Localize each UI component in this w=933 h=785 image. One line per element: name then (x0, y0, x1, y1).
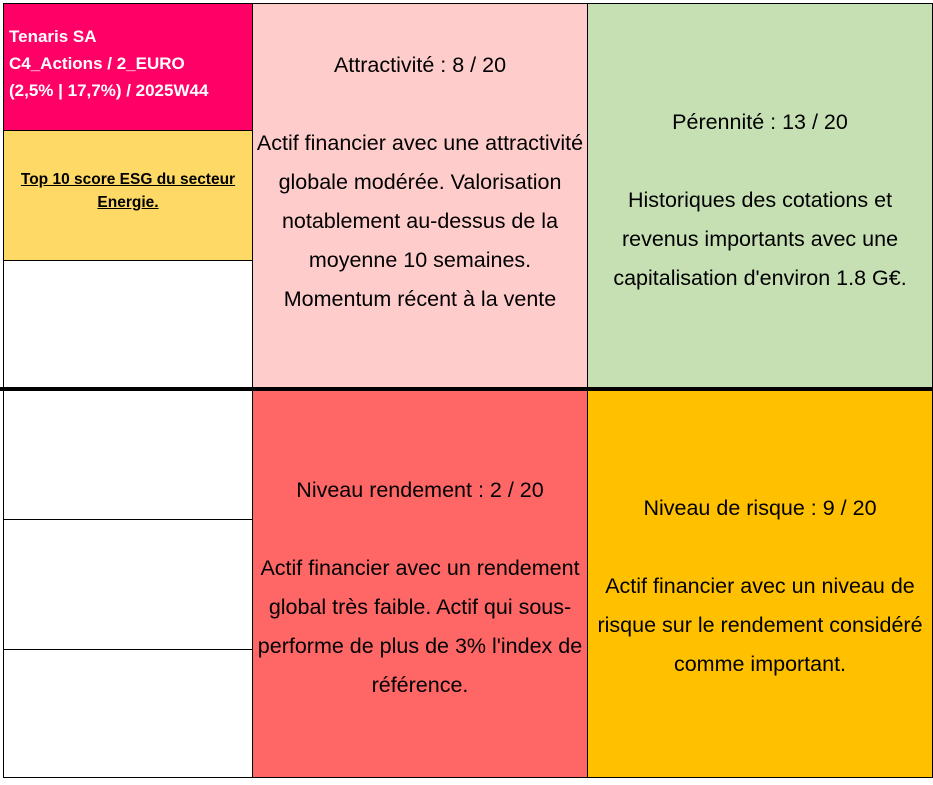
risque-description: Actif financier avec un niveau de risque sur le rendement considéré comme important. (597, 574, 923, 676)
rendement-cell (252, 388, 588, 778)
asset-params: (2,5% | 17,7%) / 2025W44 (9, 81, 209, 100)
rendement-description: Actif financier avec un rendement global très faible. Actif qui sous-performe de plus de 3% l'index de référence. (257, 556, 583, 697)
risque-cell (587, 388, 933, 778)
attractivite-title: Attractivité : 8 / 20 (333, 53, 507, 77)
esg-badge-cell (3, 130, 253, 261)
rendement-title: Niveau rendement : 2 / 20 (296, 478, 544, 502)
perennite-cell (587, 3, 933, 389)
esg-label: Top 10 score ESG du secteur Energie. (20, 171, 236, 211)
perennite-description: Historiques des cotations et revenus importants avec une capitalisation d'environ 1.8 G€. (613, 188, 907, 290)
empty-cell (3, 388, 253, 520)
attractivite-cell (252, 3, 588, 389)
empty-cell (3, 260, 253, 389)
row-separator (0, 387, 933, 391)
empty-cell (3, 649, 253, 778)
risque-title: Niveau de risque : 9 / 20 (643, 496, 877, 520)
perennite-title: Pérennité : 13 / 20 (672, 110, 848, 134)
attractivite-description: Actif financier avec une attractivité globale modérée. Valorisation notablement au-dessus de la moyenne 10 semaines. Momentum récent à la vente (256, 131, 584, 311)
company-name: Tenaris SA (9, 27, 97, 46)
asset-header-cell (3, 3, 253, 131)
asset-category: C4_Actions / 2_EURO (9, 54, 185, 73)
empty-cell (3, 519, 253, 650)
